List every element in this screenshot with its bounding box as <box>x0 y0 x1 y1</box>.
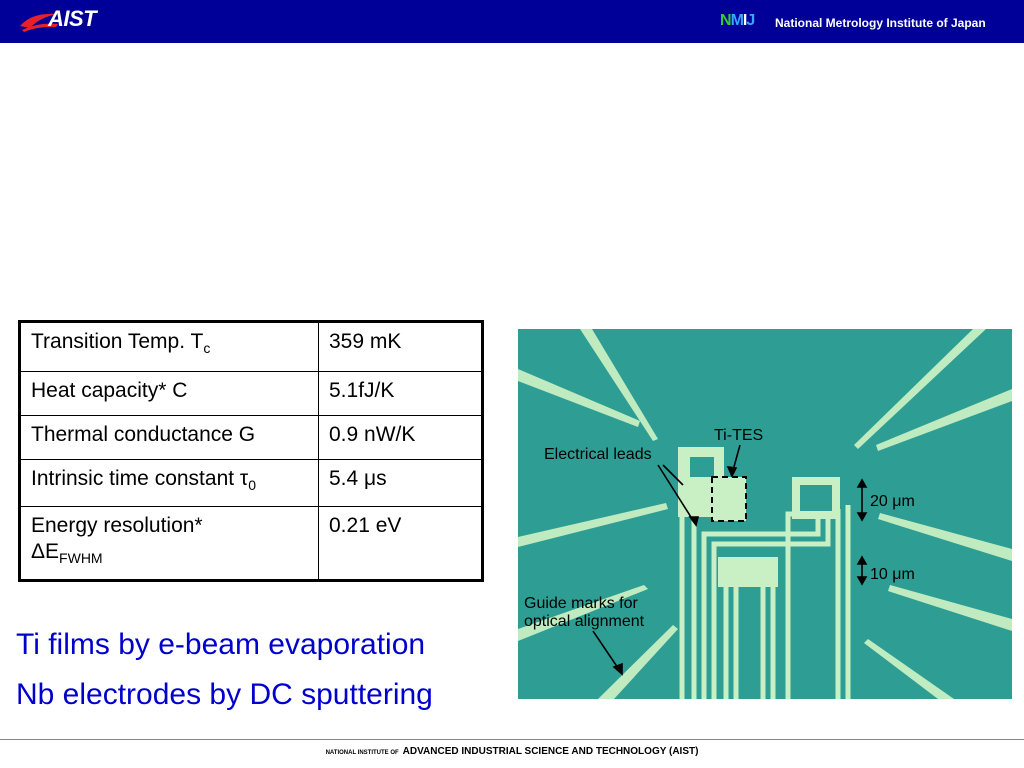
footer-prefix: NATIONAL INSTITUTE OF <box>325 750 399 756</box>
table-cell-value: 0.21 eV <box>319 507 483 581</box>
bullet-ti-films: Ti films by e-beam evaporation <box>16 628 426 661</box>
table-cell-label: Transition Temp. $T_c$ <box>20 322 319 372</box>
table-row <box>20 507 483 581</box>
footer-divider <box>0 739 1024 740</box>
nmij-logo: NMIJ <box>720 12 755 29</box>
table-row <box>20 322 483 372</box>
label-guide-marks: Guide marks for <box>524 595 638 612</box>
label-optical-alignment: optical alignment <box>524 613 645 630</box>
label-scale-20um: 20 μm <box>870 493 915 510</box>
table-cell-value: 0.9 nW/K <box>319 416 483 460</box>
institute-name: National Metrology Institute of Japan <box>775 16 986 30</box>
bullet-nb-electrodes: Nb electrodes by DC sputtering <box>16 678 433 711</box>
footer-name: ADVANCED INDUSTRIAL SCIENCE AND TECHNOLOGY (AIST) <box>402 746 699 757</box>
table-cell-value: 5.4 μs <box>319 460 483 507</box>
header-bar <box>0 0 1024 43</box>
table-row <box>20 416 483 460</box>
ti-tes-box <box>712 477 746 521</box>
table-row <box>20 460 483 507</box>
table-cell-label: Thermal conductance G <box>20 416 319 460</box>
table-row <box>20 372 483 416</box>
tes-micrograph <box>518 329 1012 699</box>
table-cell-label: Energy resolution* $\Delta E_{FWHM}$ <box>20 507 319 581</box>
label-electrical-leads: Electrical leads <box>544 446 652 463</box>
table-cell-label: Heat capacity* C <box>20 372 319 416</box>
label-scale-10um: 10 μm <box>870 566 915 583</box>
properties-table <box>18 320 484 582</box>
footer <box>0 746 1024 757</box>
table-cell-value: 5.1fJ/K <box>319 372 483 416</box>
table-cell-value: 359 mK <box>319 322 483 372</box>
aist-logo-text: AIST <box>48 6 97 31</box>
label-ti-tes: Ti-TES <box>714 427 764 444</box>
table-cell-label: Intrinsic time constant $\tau_0$ <box>20 460 319 507</box>
